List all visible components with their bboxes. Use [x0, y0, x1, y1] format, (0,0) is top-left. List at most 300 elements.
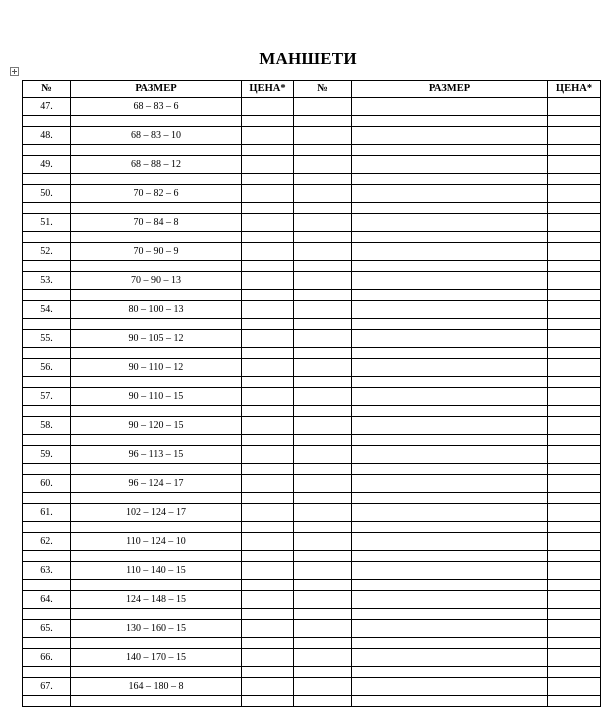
spacer-cell: [294, 493, 352, 504]
row-size-cell-right: [352, 533, 548, 551]
row-number-cell: 59.: [23, 446, 71, 464]
spacer-cell: [242, 203, 294, 214]
row-number-cell: 48.: [23, 127, 71, 145]
table-spacer-row: [23, 551, 601, 562]
row-size-cell-right: [352, 591, 548, 609]
spacer-cell: [352, 406, 548, 417]
row-number-cell: 47.: [23, 98, 71, 116]
spacer-cell: [71, 348, 242, 359]
header-number-left: №: [23, 81, 71, 98]
row-price-cell: [242, 533, 294, 551]
row-size-cell: 90 – 110 – 15: [71, 388, 242, 406]
row-number-cell: 58.: [23, 417, 71, 435]
spacer-cell: [242, 551, 294, 562]
table-spacer-row: [23, 406, 601, 417]
row-price-cell: [242, 330, 294, 348]
row-price-cell-right: [548, 678, 601, 696]
spacer-cell: [352, 290, 548, 301]
row-number-cell-right: [294, 620, 352, 638]
table-row: [23, 127, 601, 145]
spacer-cell: [294, 667, 352, 678]
spacer-cell: [23, 435, 71, 446]
row-size-cell-right: [352, 678, 548, 696]
row-size-cell: 90 – 105 – 12: [71, 330, 242, 348]
header-size-left: РАЗМЕР: [71, 81, 242, 98]
spacer-cell: [294, 522, 352, 533]
spacer-cell: [242, 377, 294, 388]
row-size-cell: 96 – 124 – 17: [71, 475, 242, 493]
row-number-cell-right: [294, 98, 352, 116]
spacer-cell: [548, 348, 601, 359]
row-size-cell: 164 – 180 – 8: [71, 678, 242, 696]
table-row: [23, 156, 601, 174]
spacer-cell: [352, 145, 548, 156]
spacer-cell: [294, 464, 352, 475]
table-spacer-row: [23, 348, 601, 359]
row-price-cell-right: [548, 185, 601, 203]
spacer-cell: [548, 319, 601, 330]
row-number-cell: 61.: [23, 504, 71, 522]
table-row: [23, 533, 601, 551]
row-price-cell: [242, 98, 294, 116]
spacer-cell: [242, 406, 294, 417]
table-row: [23, 185, 601, 203]
spacer-cell: [242, 261, 294, 272]
spacer-cell: [294, 319, 352, 330]
row-number-cell-right: [294, 243, 352, 261]
header-price-left: ЦЕНА*: [242, 81, 294, 98]
row-price-cell: [242, 272, 294, 290]
row-number-cell: 64.: [23, 591, 71, 609]
spacer-cell: [71, 696, 242, 707]
table-spacer-row: [23, 522, 601, 533]
spacer-cell: [548, 464, 601, 475]
spacer-cell: [23, 464, 71, 475]
row-price-cell: [242, 156, 294, 174]
table-row: [23, 620, 601, 638]
row-size-cell: 70 – 82 – 6: [71, 185, 242, 203]
row-size-cell-right: [352, 185, 548, 203]
spacer-cell: [294, 435, 352, 446]
row-price-cell-right: [548, 330, 601, 348]
row-price-cell: [242, 127, 294, 145]
row-price-cell-right: [548, 301, 601, 319]
spacer-cell: [23, 174, 71, 185]
spacer-cell: [352, 667, 548, 678]
row-number-cell-right: [294, 678, 352, 696]
spacer-cell: [71, 377, 242, 388]
spacer-cell: [71, 116, 242, 127]
spacer-cell: [352, 464, 548, 475]
spacer-cell: [294, 145, 352, 156]
row-size-cell-right: [352, 620, 548, 638]
spacer-cell: [23, 493, 71, 504]
row-price-cell: [242, 243, 294, 261]
row-size-cell: 68 – 83 – 6: [71, 98, 242, 116]
row-size-cell-right: [352, 127, 548, 145]
spacer-cell: [294, 377, 352, 388]
spacer-cell: [352, 580, 548, 591]
spacer-cell: [352, 551, 548, 562]
spacer-cell: [294, 174, 352, 185]
row-size-cell-right: [352, 156, 548, 174]
row-price-cell-right: [548, 446, 601, 464]
spacer-cell: [294, 551, 352, 562]
row-size-cell-right: [352, 98, 548, 116]
row-size-cell-right: [352, 475, 548, 493]
spacer-cell: [71, 667, 242, 678]
row-number-cell-right: [294, 446, 352, 464]
row-number-cell-right: [294, 359, 352, 377]
table-spacer-row: [23, 580, 601, 591]
spacer-cell: [242, 609, 294, 620]
spacer-cell: [294, 116, 352, 127]
row-size-cell-right: [352, 272, 548, 290]
spacer-cell: [242, 464, 294, 475]
spacer-cell: [548, 232, 601, 243]
table-row: [23, 330, 601, 348]
spacer-cell: [352, 232, 548, 243]
spacer-cell: [71, 174, 242, 185]
row-size-cell-right: [352, 504, 548, 522]
spacer-cell: [294, 580, 352, 591]
row-price-cell-right: [548, 127, 601, 145]
spacer-cell: [294, 232, 352, 243]
spacer-cell: [71, 435, 242, 446]
row-number-cell-right: [294, 475, 352, 493]
row-price-cell-right: [548, 620, 601, 638]
row-size-cell-right: [352, 359, 548, 377]
row-price-cell: [242, 504, 294, 522]
spacer-cell: [294, 638, 352, 649]
row-size-cell: 68 – 88 – 12: [71, 156, 242, 174]
row-size-cell: 140 – 170 – 15: [71, 649, 242, 667]
row-number-cell: 53.: [23, 272, 71, 290]
row-price-cell: [242, 417, 294, 435]
spacer-cell: [548, 696, 601, 707]
row-number-cell: 63.: [23, 562, 71, 580]
table-row: [23, 649, 601, 667]
spacer-cell: [548, 435, 601, 446]
spacer-cell: [23, 145, 71, 156]
spacer-cell: [294, 696, 352, 707]
spacer-cell: [23, 522, 71, 533]
spacer-cell: [23, 290, 71, 301]
row-size-cell: 68 – 83 – 10: [71, 127, 242, 145]
row-size-cell-right: [352, 388, 548, 406]
row-number-cell: 51.: [23, 214, 71, 232]
row-number-cell-right: [294, 127, 352, 145]
row-price-cell: [242, 185, 294, 203]
price-table: [22, 80, 601, 707]
table-row: [23, 301, 601, 319]
table-spacer-row: [23, 174, 601, 185]
spacer-cell: [294, 290, 352, 301]
row-number-cell-right: [294, 330, 352, 348]
spacer-cell: [71, 609, 242, 620]
row-number-cell-right: [294, 156, 352, 174]
table-row: [23, 214, 601, 232]
spacer-cell: [23, 406, 71, 417]
spacer-cell: [23, 377, 71, 388]
table-spacer-row: [23, 290, 601, 301]
row-size-cell: 70 – 90 – 9: [71, 243, 242, 261]
row-size-cell: 70 – 90 – 13: [71, 272, 242, 290]
row-price-cell-right: [548, 359, 601, 377]
table-row: [23, 388, 601, 406]
row-price-cell: [242, 562, 294, 580]
row-price-cell-right: [548, 388, 601, 406]
row-number-cell: 62.: [23, 533, 71, 551]
row-price-cell: [242, 591, 294, 609]
spacer-cell: [352, 696, 548, 707]
row-number-cell: 66.: [23, 649, 71, 667]
row-price-cell: [242, 359, 294, 377]
spacer-cell: [71, 232, 242, 243]
row-number-cell-right: [294, 272, 352, 290]
row-price-cell: [242, 214, 294, 232]
spacer-cell: [23, 116, 71, 127]
spacer-cell: [23, 609, 71, 620]
row-number-cell: 54.: [23, 301, 71, 319]
spacer-cell: [352, 116, 548, 127]
spacer-cell: [71, 551, 242, 562]
spacer-cell: [548, 580, 601, 591]
row-number-cell-right: [294, 388, 352, 406]
row-price-cell: [242, 301, 294, 319]
table-row: [23, 678, 601, 696]
row-price-cell-right: [548, 417, 601, 435]
row-number-cell-right: [294, 504, 352, 522]
spacer-cell: [548, 377, 601, 388]
row-price-cell: [242, 649, 294, 667]
table-spacer-row: [23, 319, 601, 330]
spacer-cell: [548, 609, 601, 620]
row-size-cell: 110 – 124 – 10: [71, 533, 242, 551]
spacer-cell: [352, 638, 548, 649]
row-number-cell-right: [294, 185, 352, 203]
spacer-cell: [548, 522, 601, 533]
spacer-cell: [23, 696, 71, 707]
spacer-cell: [242, 290, 294, 301]
table-body: [23, 98, 601, 707]
spacer-cell: [352, 609, 548, 620]
spacer-cell: [242, 116, 294, 127]
spacer-cell: [294, 348, 352, 359]
spacer-cell: [294, 261, 352, 272]
table-row: [23, 591, 601, 609]
spacer-cell: [352, 377, 548, 388]
spacer-cell: [71, 580, 242, 591]
row-size-cell: 90 – 110 – 12: [71, 359, 242, 377]
row-price-cell: [242, 620, 294, 638]
table-row: [23, 243, 601, 261]
row-number-cell: 52.: [23, 243, 71, 261]
row-size-cell-right: [352, 562, 548, 580]
spacer-cell: [294, 406, 352, 417]
spacer-cell: [242, 232, 294, 243]
table-spacer-row: [23, 667, 601, 678]
row-size-cell: 70 – 84 – 8: [71, 214, 242, 232]
spacer-cell: [23, 551, 71, 562]
table-row: [23, 359, 601, 377]
spacer-cell: [71, 319, 242, 330]
spacer-cell: [352, 174, 548, 185]
spacer-cell: [352, 348, 548, 359]
spacer-cell: [71, 145, 242, 156]
spacer-cell: [242, 522, 294, 533]
spacer-cell: [71, 522, 242, 533]
spacer-cell: [548, 203, 601, 214]
spacer-cell: [23, 319, 71, 330]
table-row: [23, 475, 601, 493]
table-spacer-row: [23, 493, 601, 504]
table-spacer-row: [23, 261, 601, 272]
row-price-cell: [242, 678, 294, 696]
spacer-cell: [352, 435, 548, 446]
row-price-cell-right: [548, 243, 601, 261]
table-row: [23, 504, 601, 522]
spacer-cell: [242, 435, 294, 446]
table-spacer-row: [23, 232, 601, 243]
table-spacer-row: [23, 145, 601, 156]
spacer-cell: [548, 406, 601, 417]
row-number-cell-right: [294, 591, 352, 609]
spacer-cell: [242, 667, 294, 678]
row-number-cell-right: [294, 301, 352, 319]
row-size-cell: 124 – 148 – 15: [71, 591, 242, 609]
row-size-cell-right: [352, 330, 548, 348]
row-size-cell-right: [352, 446, 548, 464]
spacer-cell: [23, 638, 71, 649]
spacer-cell: [23, 580, 71, 591]
row-price-cell: [242, 475, 294, 493]
spacer-cell: [23, 203, 71, 214]
table-row: [23, 446, 601, 464]
spacer-cell: [352, 493, 548, 504]
row-size-cell: 80 – 100 – 13: [71, 301, 242, 319]
row-size-cell: 110 – 140 – 15: [71, 562, 242, 580]
header-number-right: №: [294, 81, 352, 98]
spacer-cell: [242, 493, 294, 504]
row-size-cell: 130 – 160 – 15: [71, 620, 242, 638]
spacer-cell: [548, 261, 601, 272]
row-price-cell: [242, 388, 294, 406]
table-spacer-row: [23, 203, 601, 214]
row-size-cell-right: [352, 649, 548, 667]
row-size-cell-right: [352, 243, 548, 261]
spacer-cell: [71, 493, 242, 504]
spacer-cell: [352, 522, 548, 533]
spacer-cell: [242, 696, 294, 707]
table-spacer-row: [23, 116, 601, 127]
spacer-cell: [242, 580, 294, 591]
row-price-cell-right: [548, 562, 601, 580]
row-number-cell: 60.: [23, 475, 71, 493]
row-number-cell: 56.: [23, 359, 71, 377]
row-size-cell: 96 – 113 – 15: [71, 446, 242, 464]
row-size-cell: 102 – 124 – 17: [71, 504, 242, 522]
row-number-cell: 67.: [23, 678, 71, 696]
spacer-cell: [548, 290, 601, 301]
spacer-cell: [352, 261, 548, 272]
spacer-cell: [352, 319, 548, 330]
table-row: [23, 98, 601, 116]
spacer-cell: [548, 493, 601, 504]
spacer-cell: [71, 261, 242, 272]
row-size-cell-right: [352, 214, 548, 232]
row-number-cell-right: [294, 214, 352, 232]
spacer-cell: [71, 203, 242, 214]
row-price-cell-right: [548, 156, 601, 174]
spacer-cell: [242, 348, 294, 359]
spacer-cell: [548, 667, 601, 678]
spacer-cell: [71, 638, 242, 649]
row-number-cell-right: [294, 533, 352, 551]
row-price-cell-right: [548, 649, 601, 667]
table-spacer-row: [23, 609, 601, 620]
row-size-cell-right: [352, 301, 548, 319]
table-row: [23, 272, 601, 290]
table-move-handle-icon[interactable]: [10, 67, 19, 76]
table-row: [23, 562, 601, 580]
spacer-cell: [294, 203, 352, 214]
spacer-cell: [242, 145, 294, 156]
spacer-cell: [23, 348, 71, 359]
spacer-cell: [23, 667, 71, 678]
table-row: [23, 417, 601, 435]
spacer-cell: [548, 145, 601, 156]
header-price-right: ЦЕНА*: [548, 81, 601, 98]
spacer-cell: [242, 319, 294, 330]
table-spacer-row: [23, 638, 601, 649]
header-row: [23, 81, 601, 98]
row-price-cell-right: [548, 591, 601, 609]
spacer-cell: [294, 609, 352, 620]
row-number-cell: 65.: [23, 620, 71, 638]
row-price-cell-right: [548, 475, 601, 493]
spacer-cell: [548, 638, 601, 649]
header-size-right: РАЗМЕР: [352, 81, 548, 98]
row-price-cell-right: [548, 214, 601, 232]
table-spacer-row: [23, 435, 601, 446]
row-size-cell-right: [352, 417, 548, 435]
row-number-cell: 55.: [23, 330, 71, 348]
row-price-cell: [242, 446, 294, 464]
row-number-cell: 50.: [23, 185, 71, 203]
table-spacer-row: [23, 464, 601, 475]
row-number-cell: 57.: [23, 388, 71, 406]
spacer-cell: [548, 174, 601, 185]
spacer-cell: [23, 261, 71, 272]
spacer-cell: [352, 203, 548, 214]
spacer-cell: [23, 232, 71, 243]
row-price-cell-right: [548, 272, 601, 290]
spacer-cell: [548, 551, 601, 562]
row-number-cell-right: [294, 649, 352, 667]
spacer-cell: [548, 116, 601, 127]
row-number-cell: 49.: [23, 156, 71, 174]
spacer-cell: [71, 464, 242, 475]
page-title: МАНШЕТИ: [259, 49, 357, 68]
row-price-cell-right: [548, 98, 601, 116]
row-price-cell-right: [548, 504, 601, 522]
table-spacer-row: [23, 377, 601, 388]
row-price-cell-right: [548, 533, 601, 551]
table-spacer-row: [23, 696, 601, 707]
spacer-cell: [242, 638, 294, 649]
spacer-cell: [71, 290, 242, 301]
